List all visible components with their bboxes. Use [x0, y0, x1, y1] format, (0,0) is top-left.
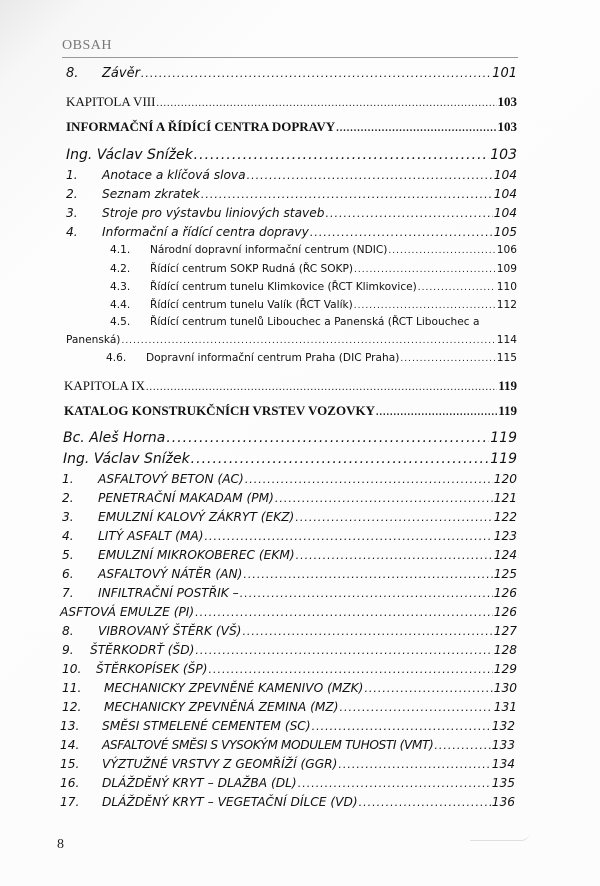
- toc-entry[interactable]: [62, 586, 517, 600]
- toc-author[interactable]: [63, 451, 517, 467]
- toc-title: ASFALTOVÝ NÁTĚR (AN): [98, 567, 243, 581]
- toc-page: 122: [493, 510, 517, 524]
- toc-page: 127: [493, 624, 517, 638]
- leader-dots: [208, 663, 492, 676]
- leader-dots: [201, 188, 493, 201]
- toc-page: 130: [493, 681, 517, 695]
- leader-dots: [388, 246, 495, 256]
- toc-page: 101: [492, 66, 517, 81]
- toc-title: PENETRAČNÍ MAKADAM (PM): [98, 491, 274, 505]
- toc-title: KAPITOLA IX: [64, 378, 146, 393]
- toc-title: ASFALTOVÉ SMĚSI S VYSOKÝM MODULEM TUHOSTI (VMT): [102, 738, 434, 752]
- toc-page: 109: [496, 263, 517, 275]
- leader-dots: [275, 492, 493, 505]
- toc-number: 3.: [62, 510, 74, 524]
- toc-title: MECHANICKY ZPEVNĚNÁ ZEMINA (MZ): [104, 700, 339, 714]
- scan-mark: [470, 832, 530, 841]
- toc-entry[interactable]: [62, 548, 517, 562]
- toc-subentry[interactable]: [110, 244, 517, 256]
- toc-page: 105: [493, 225, 517, 239]
- leader-dots: [298, 777, 491, 790]
- toc-page: 115: [496, 352, 517, 364]
- toc-number: 4.1.: [110, 244, 131, 256]
- header-rule: [62, 57, 518, 58]
- leader-dots: [326, 207, 493, 220]
- toc-title: SMĚSI STMELENÉ CEMENTEM (SC): [102, 719, 311, 733]
- toc-title: MECHANICKY ZPEVNĚNÉ KAMENIVO (MZK): [104, 681, 364, 695]
- toc-number: 13.: [60, 719, 80, 733]
- toc-number: 7.: [62, 586, 74, 600]
- toc-page: 103: [497, 94, 517, 109]
- toc-title: Ing. Václav Snížek: [66, 147, 193, 163]
- leader-dots: [359, 796, 491, 809]
- toc-chapter-title[interactable]: [64, 403, 517, 419]
- toc-number: 8.: [66, 66, 79, 81]
- toc-number: 10.: [62, 662, 82, 676]
- leader-dots: [295, 511, 492, 524]
- toc-subentry[interactable]: [110, 281, 517, 293]
- toc-entry[interactable]: [60, 605, 517, 619]
- leader-dots: [166, 430, 489, 446]
- toc-title: VÝZTUŽNÉ VRSTVY Z GEOMŘÍŽÍ (GGR): [102, 757, 338, 771]
- leader-dots: [141, 67, 491, 80]
- toc-number: 14.: [60, 738, 80, 752]
- toc-number: 15.: [60, 757, 80, 771]
- toc-page: 104: [493, 168, 517, 182]
- toc-page: 126: [493, 586, 517, 600]
- toc-number: 4.3.: [110, 281, 131, 293]
- toc-page: 125: [493, 567, 517, 581]
- toc-title: EMULZNÍ MIKROKOBEREC (EKM): [98, 548, 295, 562]
- toc-title: ASFALTOVÝ BETON (AC): [98, 472, 244, 486]
- toc-title: VIBROVANÝ ŠTĚRK (VŠ): [98, 624, 242, 638]
- toc-title: Národní dopravní informační centrum (NDIC): [150, 244, 388, 256]
- toc-number: 4.: [62, 529, 74, 543]
- leader-dots: [312, 720, 491, 733]
- leader-dots: [338, 758, 490, 771]
- toc-number: 4.2.: [110, 263, 131, 275]
- toc-entry[interactable]: [66, 225, 517, 239]
- toc-number: 8.: [62, 624, 74, 638]
- toc-title: Stroje pro výstavbu liniových staveb: [102, 206, 325, 220]
- toc-title: EMULZNÍ KALOVÝ ZÁKRYT (EKZ): [98, 510, 295, 524]
- leader-dots: [296, 549, 493, 562]
- toc-number: 2.: [66, 187, 78, 201]
- toc-subentry[interactable]: [110, 263, 517, 275]
- toc-title: ASFTOVÁ EMULZE (PI): [60, 605, 195, 619]
- toc-page: 133: [491, 738, 515, 752]
- toc-entry[interactable]: [62, 472, 517, 486]
- toc-page: 119: [498, 378, 517, 393]
- toc-page: 110: [496, 281, 517, 293]
- leader-dots: [121, 336, 495, 346]
- toc-title: ŠTĚRKODRŤ (ŠD): [90, 643, 195, 657]
- toc-title: Řídící centrum tunelu Klimkovice (ŘCT Klimkovice): [150, 281, 417, 293]
- toc-page: 123: [493, 529, 517, 543]
- toc-entry[interactable]: [60, 757, 515, 771]
- leader-dots: [418, 283, 496, 293]
- toc-title: Řídící centrum tunelů Libouchec a Panenská (ŘCT Libouchec a: [150, 316, 480, 328]
- toc-page: 119: [498, 403, 517, 418]
- toc-title: KAPITOLA VIII: [66, 94, 156, 109]
- toc-title: Dopravní informační centrum Praha (DIC Praha): [146, 352, 400, 364]
- leader-dots: [376, 407, 497, 418]
- toc-number: 4.4.: [110, 299, 131, 311]
- toc-chapter[interactable]: [64, 378, 517, 394]
- toc-page: 119: [490, 451, 517, 467]
- toc-subentry-continuation[interactable]: [66, 334, 517, 346]
- toc-entry[interactable]: [66, 66, 517, 81]
- toc-page: 136: [491, 795, 515, 809]
- toc-title: KATALOG KONSTRUKČNÍCH VRSTEV VOZOVKY: [64, 403, 375, 418]
- toc-chapter-title[interactable]: [66, 119, 517, 135]
- toc-number: 17.: [60, 795, 80, 809]
- toc-page: 106: [496, 244, 517, 256]
- toc-title: Řídící centrum SOKP Rudná (ŘC SOKP): [150, 263, 353, 275]
- toc-title: DLÁŽDĚNÝ KRYT – VEGETAČNÍ DÍLCE (VD): [102, 795, 358, 809]
- toc-entry[interactable]: [62, 643, 517, 657]
- leader-dots: [400, 354, 495, 364]
- toc-entry[interactable]: [60, 719, 515, 733]
- toc-number: 4.5.: [110, 316, 131, 328]
- leader-dots: [191, 451, 490, 467]
- page-number: 8: [57, 837, 64, 852]
- toc-number: 9.: [62, 643, 74, 657]
- toc-entry[interactable]: [62, 624, 517, 638]
- toc-entry[interactable]: [62, 681, 517, 695]
- toc-number: 5.: [62, 548, 74, 562]
- toc-title: Ing. Václav Snížek: [63, 451, 190, 467]
- leader-dots: [240, 587, 493, 600]
- toc-number: 2.: [62, 491, 74, 505]
- toc-title: DLÁŽDĚNÝ KRYT – DLAŽBA (DL): [102, 776, 297, 790]
- toc-number: 4.6.: [106, 352, 127, 364]
- toc-title: Závěr: [102, 66, 140, 81]
- toc-title: Anotace a klíčová slova: [102, 168, 246, 182]
- leader-dots: [336, 123, 496, 134]
- toc-page: 126: [493, 605, 517, 619]
- toc-page: 131: [493, 700, 517, 714]
- toc-title: Řídící centrum tunelu Valík (ŘCT Valík): [150, 299, 353, 311]
- toc-title: Seznam zkratek: [102, 187, 200, 201]
- toc-page: 120: [493, 472, 517, 486]
- toc-number: 16.: [60, 776, 80, 790]
- toc-title: ŠTĚRKOPÍSEK (ŠP): [96, 662, 208, 676]
- toc-entry[interactable]: [62, 700, 517, 714]
- toc-page: 121: [493, 491, 517, 505]
- toc-number: 11.: [62, 681, 82, 695]
- running-header: OBSAH: [62, 38, 112, 53]
- leader-dots: [340, 701, 493, 714]
- toc-entry[interactable]: [60, 776, 515, 790]
- toc-number: 6.: [62, 567, 74, 581]
- toc-page: 128: [493, 643, 517, 657]
- toc-page: 124: [493, 548, 517, 562]
- leader-dots: [247, 169, 493, 182]
- toc-number: 4.: [66, 225, 78, 239]
- leader-dots: [205, 530, 493, 543]
- toc-entry[interactable]: [62, 510, 517, 524]
- toc-entry[interactable]: [60, 795, 515, 809]
- toc-subentry[interactable]: [110, 316, 517, 328]
- toc-entry[interactable]: [62, 567, 517, 581]
- toc-title: Bc. Aleš Horna: [63, 430, 166, 446]
- toc-entry[interactable]: [60, 738, 515, 752]
- toc-page: 103: [490, 147, 517, 163]
- toc-entry[interactable]: [66, 168, 517, 182]
- toc-title: INFILTRAČNÍ POSTŘIK –: [98, 586, 239, 600]
- toc-page: 129: [493, 662, 517, 676]
- leader-dots: [354, 265, 496, 275]
- toc-page: 135: [491, 776, 515, 790]
- toc-entry[interactable]: [62, 491, 517, 505]
- toc-page: 104: [493, 187, 517, 201]
- toc-page: 103: [497, 119, 517, 134]
- toc-entry[interactable]: [66, 206, 517, 220]
- leader-dots: [242, 625, 492, 638]
- toc-title: LITÝ ASFALT (MA): [98, 529, 204, 543]
- toc-title-continuation: Panenská): [66, 334, 121, 346]
- toc-chapter[interactable]: [66, 94, 517, 110]
- toc-page: 104: [493, 206, 517, 220]
- toc-entry[interactable]: [66, 187, 517, 201]
- leader-dots: [195, 606, 493, 619]
- leader-dots: [194, 147, 490, 163]
- toc-number: 3.: [66, 206, 78, 220]
- toc-page: 134: [491, 757, 515, 771]
- toc-subentry[interactable]: [106, 352, 517, 364]
- toc-page: 132: [491, 719, 515, 733]
- toc-number: 1.: [66, 168, 78, 182]
- toc-page: 114: [496, 334, 517, 346]
- leader-dots: [310, 226, 493, 239]
- toc-author[interactable]: [66, 147, 517, 163]
- leader-dots: [354, 301, 496, 311]
- leader-dots: [364, 682, 492, 695]
- toc-author[interactable]: [63, 430, 517, 446]
- toc-page: 112: [496, 299, 517, 311]
- toc-number: 1.: [62, 472, 74, 486]
- leader-dots: [434, 739, 490, 752]
- leader-dots: [245, 473, 493, 486]
- toc-title: Informační a řídící centra dopravy: [102, 225, 309, 239]
- toc-subentry[interactable]: [110, 299, 517, 311]
- toc-entry[interactable]: [62, 529, 517, 543]
- leader-dots: [195, 644, 492, 657]
- toc-title: INFORMAČNÍ A ŘÍDÍCÍ CENTRA DOPRAVY: [66, 119, 336, 134]
- toc-number: 12.: [62, 700, 82, 714]
- leader-dots: [146, 382, 497, 393]
- toc-entry[interactable]: [62, 662, 517, 676]
- leader-dots: [156, 98, 496, 109]
- leader-dots: [243, 568, 492, 581]
- toc-page: 119: [490, 430, 517, 446]
